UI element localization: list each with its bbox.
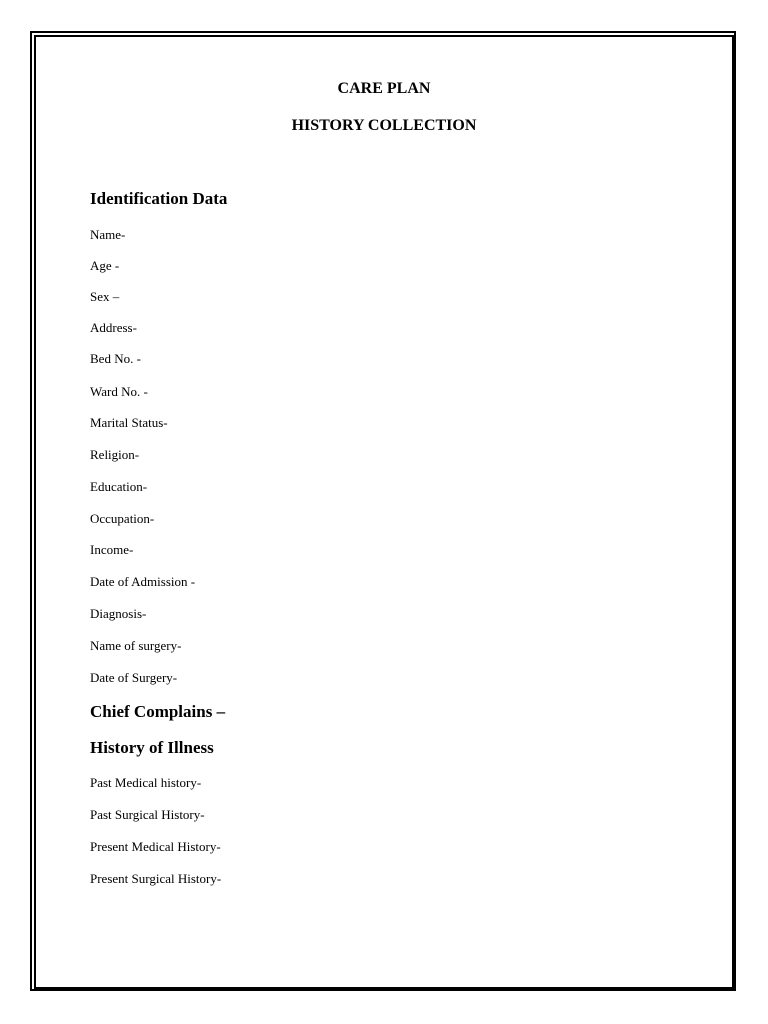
field-name-of-surgery: Name of surgery-: [90, 638, 182, 653]
field-religion: Religion-: [90, 447, 140, 462]
document-title: CARE PLAN: [337, 80, 431, 97]
field-marital-status: Marital Status-: [90, 415, 168, 430]
field-address: Address-: [90, 320, 137, 335]
identification-data-heading: Identification Data: [90, 189, 228, 208]
chief-complaints-heading: Chief Complains –: [90, 702, 226, 721]
field-sex: Sex –: [90, 289, 120, 304]
field-bed-no: Bed No. -: [90, 351, 141, 366]
field-income: Income-: [90, 542, 134, 557]
field-education: Education-: [90, 479, 148, 494]
field-diagnosis: Diagnosis-: [90, 606, 147, 621]
field-occupation: Occupation-: [90, 511, 155, 526]
field-present-surgical-history: Present Surgical History-: [90, 871, 222, 886]
field-date-of-admission: Date of Admission -: [90, 574, 196, 589]
field-past-surgical-history: Past Surgical History-: [90, 807, 205, 822]
history-of-illness-heading: History of Illness: [90, 738, 214, 757]
field-present-medical-history: Present Medical History-: [90, 839, 221, 854]
field-date-of-surgery: Date of Surgery-: [90, 670, 178, 685]
field-name: Name-: [90, 227, 126, 242]
field-past-medical-history: Past Medical history-: [90, 775, 202, 790]
field-age: Age -: [90, 258, 120, 273]
document-subtitle: HISTORY COLLECTION: [291, 117, 477, 134]
field-ward-no: Ward No. -: [90, 384, 148, 399]
